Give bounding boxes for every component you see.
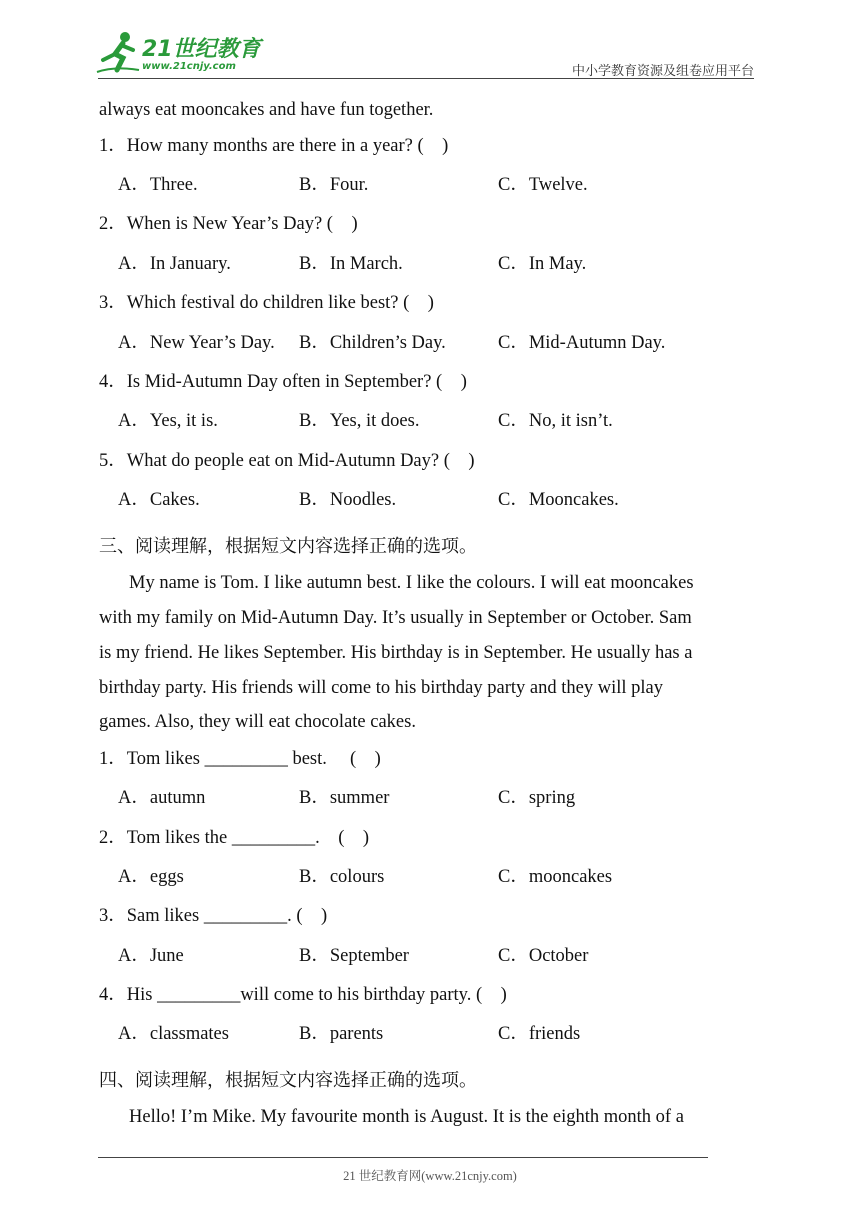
option-c: C．spring (498, 788, 576, 808)
option-b: B．colours (299, 867, 385, 887)
platform-tagline: 中小学教育资源及组卷应用平台 (571, 64, 754, 79)
option-a: A．autumn (118, 788, 206, 808)
passage-line: games. Also, they will eat chocolate cakes. (99, 712, 416, 732)
question-text: 4．Is Mid-Autumn Day often in September? ( ) (99, 372, 467, 392)
option-a: A．New Year’s Day. (118, 333, 275, 353)
option-b: B．summer (299, 788, 390, 808)
question-text: 3．Which festival do children like best? ( ) (99, 293, 434, 313)
option-c: C．No, it isn’t. (498, 411, 613, 431)
page-header (0, 0, 860, 90)
passage-line: Hello! I’m Mike. My favourite month is August. It is the eighth month of a (129, 1107, 684, 1127)
footer-divider (98, 1157, 708, 1158)
question-text: 3．Sam likes _________. ( ) (99, 906, 328, 926)
passage-line: with my family on Mid-Autumn Day. It’s usually in September or October. Sam (99, 608, 692, 628)
option-a: A．Cakes. (118, 490, 200, 510)
option-a: A．Yes, it is. (118, 411, 218, 431)
question-text: 2．When is New Year’s Day? ( ) (99, 214, 358, 234)
question-text: 2．Tom likes the _________. ( ) (99, 828, 370, 848)
option-a: A．In January. (118, 254, 231, 274)
passage-line: birthday party. His friends will come to his birthday party and they will play (99, 678, 663, 698)
option-b: B．parents (299, 1024, 384, 1044)
option-b: B．Four. (299, 175, 369, 195)
option-c: C．mooncakes (498, 867, 613, 887)
question-text: 1．How many months are there in a year? ( ) (99, 136, 449, 156)
section-heading: 三、阅读理解，根据短文内容选择正确的选项。 (99, 536, 477, 557)
page-footer: 21 世纪教育网(www.21cnjy.com) (343, 1169, 517, 1183)
option-c: C．Mooncakes. (498, 490, 619, 510)
option-b: B．Yes, it does. (299, 411, 420, 431)
question-text: 5．What do people eat on Mid-Autumn Day? ( ) (99, 451, 475, 471)
option-b: B．Noodles. (299, 490, 397, 510)
option-a: A．Three. (118, 175, 198, 195)
runner-icon (95, 30, 143, 76)
passage-tail: always eat mooncakes and have fun together. (99, 100, 434, 120)
option-c: C．Mid-Autumn Day. (498, 333, 666, 353)
option-c: C．Twelve. (498, 175, 588, 195)
option-a: A．June (118, 946, 184, 966)
option-b: B．Children’s Day. (299, 333, 446, 353)
site-logo (95, 30, 265, 78)
option-b: B．In March. (299, 254, 403, 274)
header-divider (98, 78, 754, 79)
logo-brand-text: 21世纪教育 (142, 37, 261, 62)
passage-line: My name is Tom. I like autumn best. I like the colours. I will eat mooncakes (129, 573, 694, 593)
option-c: C．October (498, 946, 589, 966)
option-c: C．friends (498, 1024, 581, 1044)
option-b: B．September (299, 946, 409, 966)
option-a: A．classmates (118, 1024, 229, 1044)
passage-line: is my friend. He likes September. His birthday is in September. He usually has a (99, 643, 693, 663)
option-a: A．eggs (118, 867, 184, 887)
option-c: C．In May. (498, 254, 587, 274)
question-text: 4．His _________will come to his birthday party. ( ) (99, 985, 507, 1005)
section-heading: 四、阅读理解，根据短文内容选择正确的选项。 (99, 1070, 477, 1091)
question-text: 1．Tom likes _________ best. ( ) (99, 749, 381, 769)
logo-url-text: www.21cnjy.com (142, 61, 236, 72)
